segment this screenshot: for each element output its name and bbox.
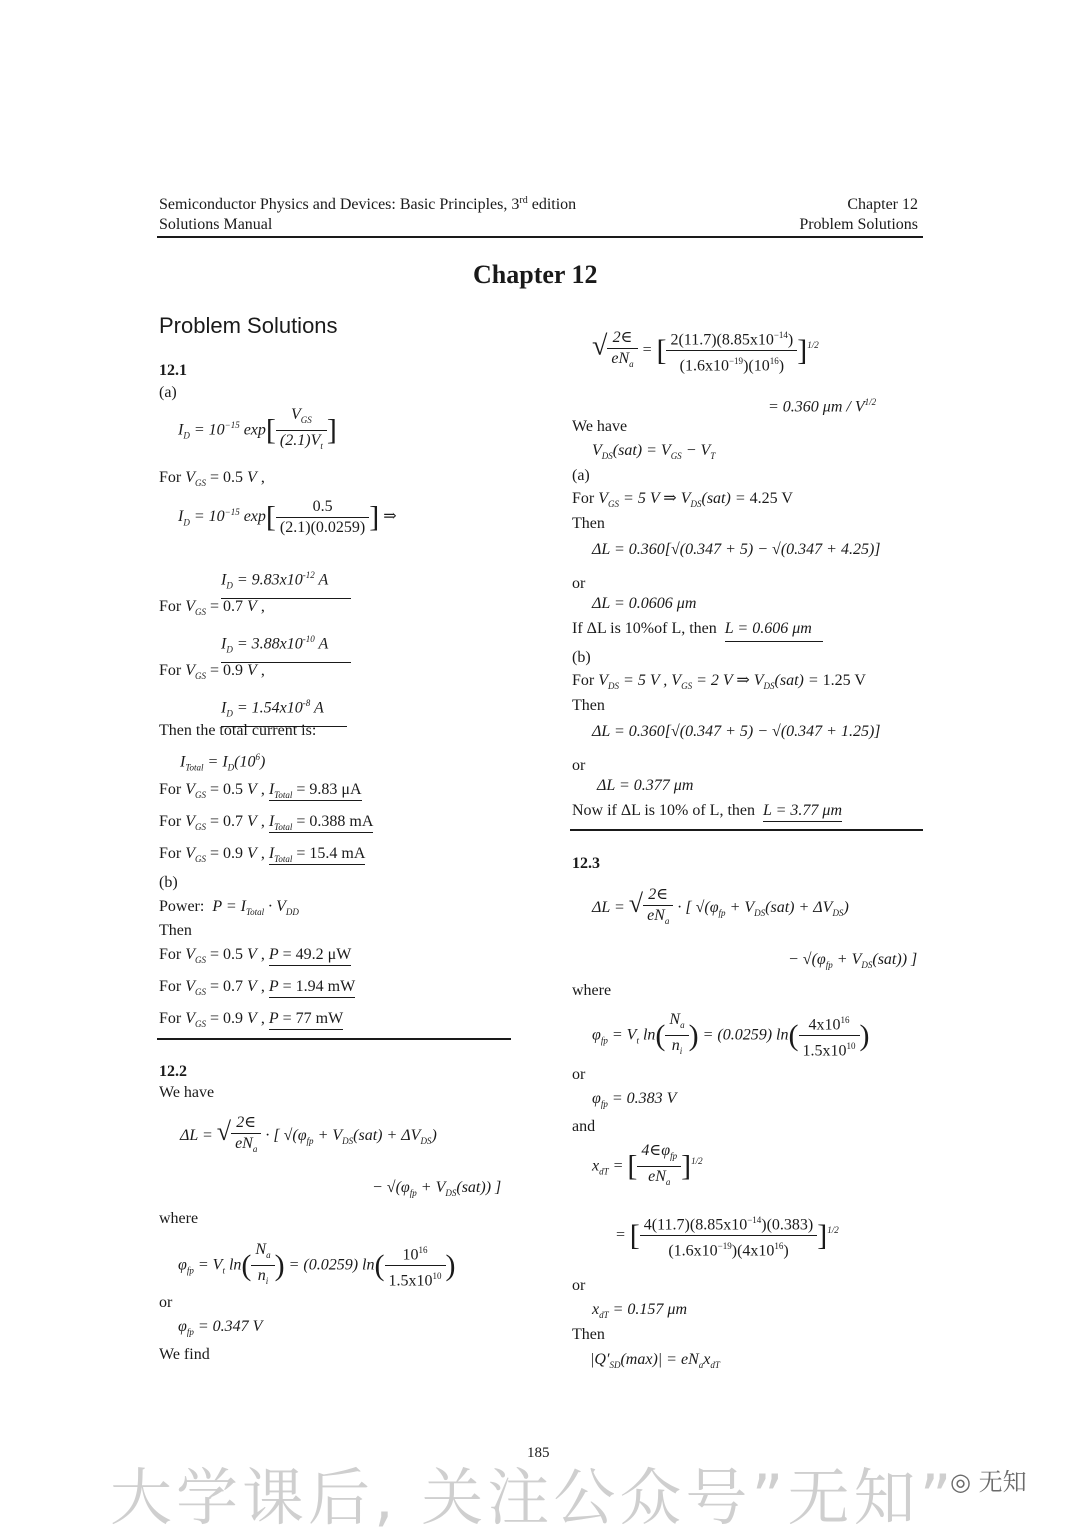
condition-line: For $V_{GS} = 0.7$ V , $I_{Total} = 0.388$ mA <box>159 813 374 833</box>
answer: $x_{dT} = 0.157$ μm <box>592 1301 688 1321</box>
equation: $I_D = 10^{-15}$ exp[ $\frac{V_{GS}}{(2.1)V_t}$ ] <box>178 406 337 452</box>
equation: $x_{dT}$ = [ $\frac{4\in\varphi_{fp}}{eN_a}$ ]$^{1/2}$ <box>592 1142 703 1188</box>
header-chapter: Chapter 12 <box>847 196 918 213</box>
equation: ΔL = √ $\frac{2\in}{eN_a}$ · [ $√(\varphi_{fp} + V_{DS}(sat) + \Delta V_{DS})$ <box>180 1114 437 1155</box>
condition-line: For $V_{GS} = 0.7$ V , <box>159 598 265 618</box>
problem-number: 12.1 <box>159 362 187 379</box>
part-label: (b) <box>159 874 178 891</box>
equation: ΔL = 0.360[√(0.347 + 5) − √(0.347 + 4.25)] <box>592 541 881 558</box>
condition-line: For $V_{GS} = 0.5$ V , <box>159 469 265 489</box>
text-line: and <box>572 1118 596 1135</box>
text-line: We have <box>572 418 628 435</box>
section-divider <box>570 829 923 831</box>
section-title: Problem Solutions <box>159 313 338 338</box>
text-line: We find <box>159 1346 210 1363</box>
answer: $I_D = 3.88x10^{-10}$ A <box>221 629 351 663</box>
answer: ΔL = 0.0606 μm <box>592 595 697 612</box>
condition-line: For $V_{GS} = 0.9$ V , P = 77 mW <box>159 1010 344 1030</box>
watermark: 大学课后, 关注公众号”无知” <box>110 1461 956 1534</box>
answer: ΔL = 0.377 μm <box>597 777 694 794</box>
header-rule <box>157 236 923 238</box>
text-line: where <box>159 1210 199 1227</box>
equation: √ $\frac{2\in}{eN_a}$ = [ $\frac{2(11.7)(8.85x10^{-14})}{(1.6x10^{-19})(10^{16})}$ ]$^{1/2}$ <box>592 325 819 377</box>
text-line: or <box>159 1294 173 1311</box>
equation: − $√(\varphi_{fp} + V_{DS}(sat))$ ] <box>372 1179 502 1199</box>
text-line: Then <box>572 1326 605 1343</box>
text-line: or <box>572 757 586 774</box>
text-line: Then <box>159 922 192 939</box>
book-title: Semiconductor Physics and Devices: Basic Principles, 3rd edition <box>159 195 577 213</box>
equation: ΔL = √ $\frac{2\in}{eN_a}$ · [ $√(\varphi_{fp} + V_{DS}(sat) + \Delta V_{DS})$ <box>592 886 849 927</box>
wechat-logo: ◎ 无知 <box>950 1468 1027 1496</box>
page-number: 185 <box>527 1445 550 1461</box>
text-line: Then the total current is: <box>159 722 317 739</box>
equation: $|Q'_{SD}(\max)| = eN_ax_{dT}$ <box>590 1351 720 1371</box>
condition-line: For $V_{GS} = 5$ V ⇒ $V_{DS}(sat) = 4.25$ V <box>572 490 793 510</box>
manual-label: Solutions Manual <box>159 216 273 233</box>
condition-line: For $V_{DS} = 5$ V , $V_{GS} = 2$ V ⇒ $V_{DS}(sat) = 1.25$ V <box>572 672 866 692</box>
answer: $I_D = 1.54x10^{-8}$ A <box>221 693 347 727</box>
answer: = 0.360 μm / $V^{1/2}$ <box>768 397 877 416</box>
text-line: or <box>572 1066 586 1083</box>
text-line: where <box>572 982 612 999</box>
text-line: or <box>572 575 586 592</box>
text-line: or <box>572 1277 586 1294</box>
section-divider <box>157 1038 511 1040</box>
condition-line: For $V_{GS} = 0.5$ V , P = 49.2 μW <box>159 946 352 966</box>
part-label: (b) <box>572 649 591 666</box>
condition-line: For $V_{GS} = 0.9$ V , $I_{Total} = 15.4$ mA <box>159 845 366 865</box>
part-label: (a) <box>159 384 177 401</box>
header-section: Problem Solutions <box>799 216 918 233</box>
page-title: Chapter 12 <box>473 260 598 289</box>
equation: $\varphi_{fp} = V_t$ ln( $\frac{N_a}{n_i}$ ) = (0.0259) ln( $\frac{10^{16}}{1.5x10^{10}}$ ) <box>178 1241 456 1290</box>
wechat-icon: ◎ <box>950 1468 971 1496</box>
text-line: We have <box>159 1084 215 1101</box>
condition-line: For $V_{GS} = 0.5$ V , $I_{Total} = 9.83$ μA <box>159 781 362 801</box>
problem-number: 12.3 <box>572 855 600 872</box>
part-label: (a) <box>572 467 590 484</box>
power-line: Power: $P = I_{Total} \cdot V_{DD}$ <box>159 898 299 918</box>
answer: $\varphi_{fp} = 0.347$ V <box>178 1318 263 1338</box>
answer: $I_D = 9.83x10^{-12}$ A <box>221 565 351 599</box>
answer: $\varphi_{fp} = 0.383$ V <box>592 1090 677 1110</box>
equation: $I_D = 10^{-15}$ exp[ $\frac{0.5}{(2.1)(0.0259)}$ ] ⇒ <box>178 498 397 536</box>
text-line: Then <box>572 697 605 714</box>
equation: $\varphi_{fp} = V_t$ ln( $\frac{N_a}{n_i}$ ) = (0.0259) ln( $\frac{4x10^{16}}{1.5x10^{10}}$ ) <box>592 1011 870 1060</box>
problem-number: 12.2 <box>159 1063 187 1080</box>
equation: $V_{DS}(sat) = V_{GS} - V_T$ <box>592 442 716 462</box>
equation: $I_{Total} = I_D(10^6)$ <box>180 752 266 773</box>
text-line: Then <box>572 515 605 532</box>
text-line: Now if ΔL is 10% of L, then L = 3.77 μm <box>572 801 842 821</box>
condition-line: For $V_{GS} = 0.7$ V , P = 1.94 mW <box>159 978 356 998</box>
condition-line: For $V_{GS} = 0.9$ V , <box>159 662 265 682</box>
equation: − $√(\varphi_{fp} + V_{DS}(sat))$ ] <box>788 951 918 971</box>
text-line: If ΔL is 10%of L, then L = 0.606 μm <box>572 619 823 642</box>
equation: ΔL = 0.360[√(0.347 + 5) − √(0.347 + 1.25)] <box>592 723 881 740</box>
equation: = [ $\frac{4(11.7)(8.85x10^{-14})(0.383)}{(1.6x10^{-19})(4x10^{16})}$ ]$^{1/2}$ <box>615 1210 839 1262</box>
